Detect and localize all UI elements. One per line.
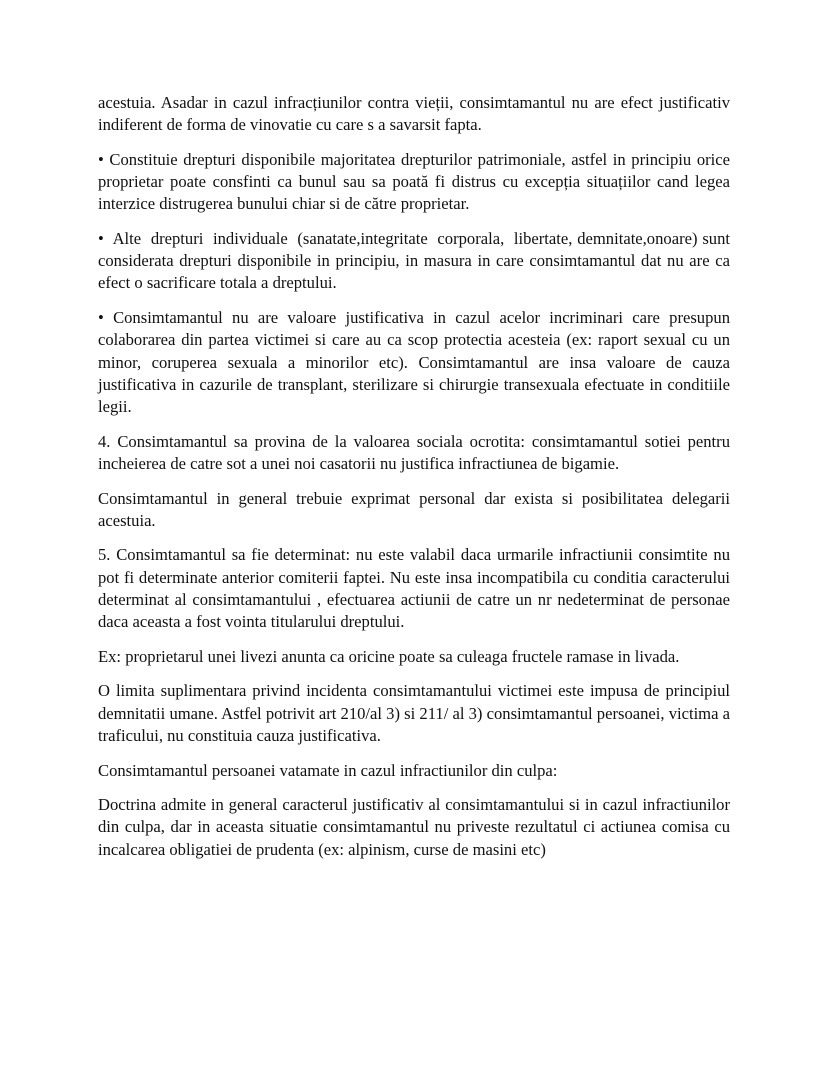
numbered-paragraph-4: 4. Consimtamantul sa provina de la valoarea sociala ocrotita: consimtamantul sotiei pentru incheierea de catre sot a unei noi casatorii nu justifica infractiunea de bigamie.: [98, 431, 730, 473]
document-body: [98, 92, 735, 861]
numbered-paragraph-5: 5. Consimtamantul sa fie determinat: nu este valabil daca urmarile infractiunii consimtite nu pot fi determinate anterior comiterii faptei. Nu este insa incompatibila cu conditia caracterului determinat al consimtamantului , efectuarea actiunii de catre un nr nedeterminat de personae daca aceasta a fost vointa titularului dreptului.: [98, 545, 730, 632]
bullet-paragraph-individual-rights: • Alte drepturi individuale (sanatate,integritate corporala, libertate, demnitate,onoare) sunt considerata drepturi disponibile in principiu, in masura in care consimtamantul dat nu are ca efect o sacrificare totala a dreptului.: [98, 229, 735, 293]
bullet-paragraph-patrimonial-rights: • Constituie drepturi disponibile majoritatea drepturilor patrimoniale, astfel in principiu orice proprietar poate consfinti ca bunul sau sa poată fi distrus cu excepția situațiilor cand legea interzice distrugerea bunului chiar si de către proprietar.: [98, 149, 730, 214]
paragraph-section-heading-negligence: Consimtamantul persoanei vatamate in cazul infractiunilor din culpa:: [98, 760, 558, 780]
paragraph-personal-consent: Consimtamantul in general trebuie exprimat personal dar exista si posibilitatea delegarii acestuia.: [98, 488, 730, 530]
paragraph-human-dignity-limit: O limita suplimentara privind incidenta consimtamantului victimei este impusa de principiul demnitatii umane. Astfel potrivit art 210/al 3) si 211/ al 3) consimtamantul persoanei, victima a traficului, nu constituia cauza justificativa.: [98, 681, 730, 745]
paragraph-doctrine: Doctrina admite in general caracterul justificativ al consimtamantului si in cazul infractiunilor din culpa, dar in aceasta situatie consimtamantul nu priveste rezultatul ci actiunea comisa cu incalcarea obligatiei de prudenta (ex: alpinism, curse de masini etc): [98, 795, 730, 859]
bullet-paragraph-no-justification: • Consimtamantul nu are valoare justificativa in cazul acelor incriminari care presupun colaborarea din partea victimei si care au ca scop protectia acesteia (ex: raport sexual cu un minor, coruperea sexuala a minorilor etc). Consimtamantul are insa valoare de cauza justificativa in cazurile de transplant, sterilizare si chirurgie transexuala efectuate in conditiile legii.: [98, 308, 730, 416]
paragraph-continuation: acestuia. Asadar in cazul infracțiunilor contra vieții, consimtamantul nu are efect justificativ indiferent de forma de vinovatie cu care s a savarsit fapta.: [98, 93, 730, 135]
paragraph-example-orchard: Ex: proprietarul unei livezi anunta ca oricine poate sa culeaga fructele ramase in livada.: [98, 646, 680, 666]
